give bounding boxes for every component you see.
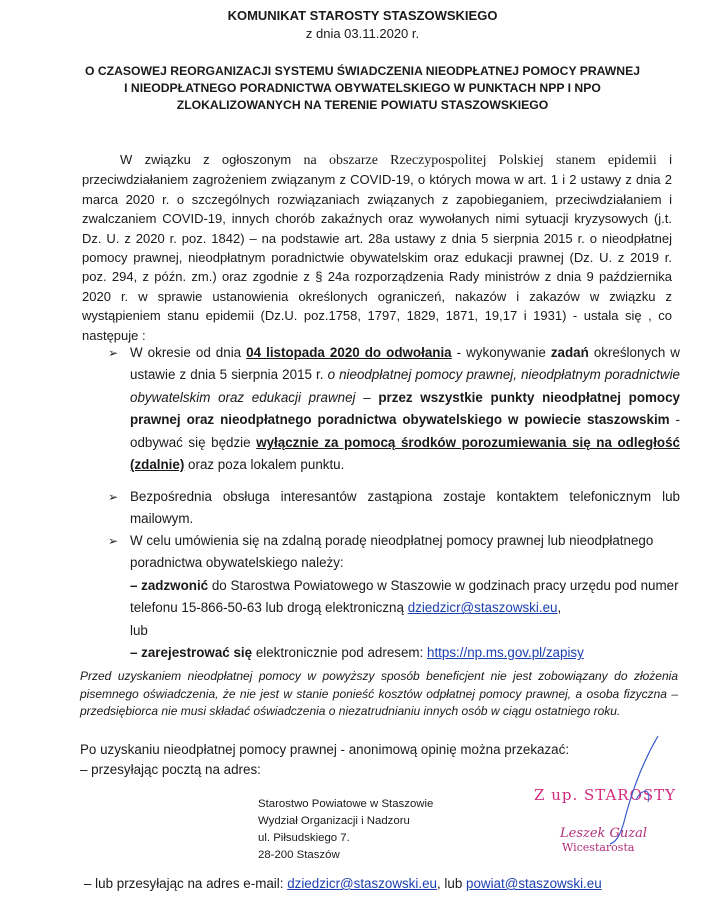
signatory-role: Wicestarosta xyxy=(562,841,635,854)
email-link-dziedzicr-footer[interactable]: dziedzicr@staszowski.eu xyxy=(287,876,437,891)
opinion-line-1: Po uzyskaniu nieodpłatnej pomocy prawnej - anonimową opinię można przekazać: xyxy=(80,742,570,757)
footer-contact-line: – lub przesyłając na adres e-mail: dziedzicr@staszowski.eu, lub powiat@staszowski.eu xyxy=(84,876,602,891)
email-link-powiat[interactable]: powiat@staszowski.eu xyxy=(466,876,602,891)
arrow-bullet-icon: ➢ xyxy=(108,534,119,548)
beneficiary-note: Przed uzyskaniem nieodpłatnej pomocy w powyższy sposób beneficjent nie jest zobowiązany do złożenia pisemnego oświadczenia, że nie jest w stanie ponieść kosztów odpłatnej pomocy prawnej, a osoba fizyczna – przedsiębiorca nie musi składać oświadczenia o niezatrudnianiu innych osób w ciągu ostatniego roku. xyxy=(80,669,678,719)
intro-paragraph: W związku z ogłoszonym na obszarze Rzeczypospolitej Polskiej stanem epidemii i przeciwdziałaniem zagrożeniem związanym z COVID-19, o których mowa w art. 1 i 2 ustawy z dnia 2 marca 2020 r. o szczególnych rozwiązaniach związanych z zapobieganiem, przeciwdziałaniem i zwalczaniem COVID-19, innych chorób zakaźnych oraz wywołanych nimi sytuacji kryzysowych (j.t. Dz. U. z 2020 r. poz. 1842) – na podstawie art. 28a ustawy z dnia 5 sierpnia 2015 r. o nieodpłatnej pomocy prawnej, nieodpłatnym poradnictwie obywatelskim oraz edukacji prawnej (Dz. U. z 2019 r. poz. 294, z późn. zm.) oraz zgodnie z § 24a rozporządzenia Rady ministrów z dnia 9 października 2020 r. w sprawie ustanowienia określonych ograniczeń, nakazów i zakazów w związku z wystąpieniem stanu epidemii (Dz.U. poz.1758, 1797, 1829, 1871, 19,17 i 1931) - ustala się , co następuje : xyxy=(82,152,672,343)
page-title: KOMUNIKAT STAROSTY STASZOWSKIEGO xyxy=(227,8,498,23)
arrow-bullet-icon: ➢ xyxy=(108,346,119,360)
opinion-line-2: – przesyłając pocztą na adres: xyxy=(80,762,261,777)
postal-address: Starostwo Powiatowe w Staszowie Wydział Organizacji i Nadzoru ul. Piłsudskiego 7. 28-200 Staszów xyxy=(258,798,434,861)
email-link-dziedzicr[interactable]: dziedzicr@staszowski.eu xyxy=(407,600,558,616)
arrow-bullet-icon: ➢ xyxy=(108,490,119,504)
bullet-item-3: ➢ W celu umówienia się na zdalną poradę nieodpłatnej pomocy prawnej lub nieodpłatnego poradnictwa obywatelskiego należy: – zadzwonić do Starostwa Powiatowego w Staszowie w godzinach pracy urzędu pod numer telefonu 15-866-50-63 lub drogą elektroniczną dziedzicr@staszowski.eu, lub – zarejestrować się elektronicznie pod adresem: https://np.ms.gov.pl/zapisy xyxy=(130,530,680,664)
subject-line-3: ZLOKALIZOWANYCH NA TERENIE POWIATU STASZOWSKIEGO xyxy=(176,98,549,112)
registration-url-link[interactable]: https://np.ms.gov.pl/zapisy xyxy=(427,645,584,661)
subject-line-2: I NIEODPŁATNEGO PORADNICTWA OBYWATELSKIEGO W PUNKTACH NPP I NPO xyxy=(124,81,601,95)
subject-line-1: O CZASOWEJ REORGANIZACJI SYSTEMU ŚWIADCZENIA NIEODPŁATNEJ POMOCY PRAWNEJ xyxy=(84,64,641,78)
document-date: z dnia 03.11.2020 r. xyxy=(305,26,420,41)
bullet-item-2: ➢ Bezpośrednia obsługa interesantów zastąpiona zostaje kontaktem telefonicznym lub mailowym. xyxy=(130,486,680,531)
signature-stamp-header: Z up. STAROSTY xyxy=(534,786,677,804)
bullet-item-1: ➢ W okresie od dnia 04 listopada 2020 do odwołania - wykonywanie zadań określonych w ustawie z dnia 5 sierpnia 2015 r. o nieodpłatnej pomocy prawnej, nieodpłatnym poradnictwie obywatelskim oraz edukacji prawnej – przez wszystkie punkty nieodpłatnej pomocy prawnej oraz nieodpłatnego poradnictwa obywatelskiego w powiecie staszowskim - odbywać się będzie wyłącznie za pomocą środków porozumiewania się na odległość (zdalnie) oraz poza lokalem punktu. xyxy=(130,342,680,476)
signatory-name: Leszek Guzal xyxy=(560,826,648,841)
